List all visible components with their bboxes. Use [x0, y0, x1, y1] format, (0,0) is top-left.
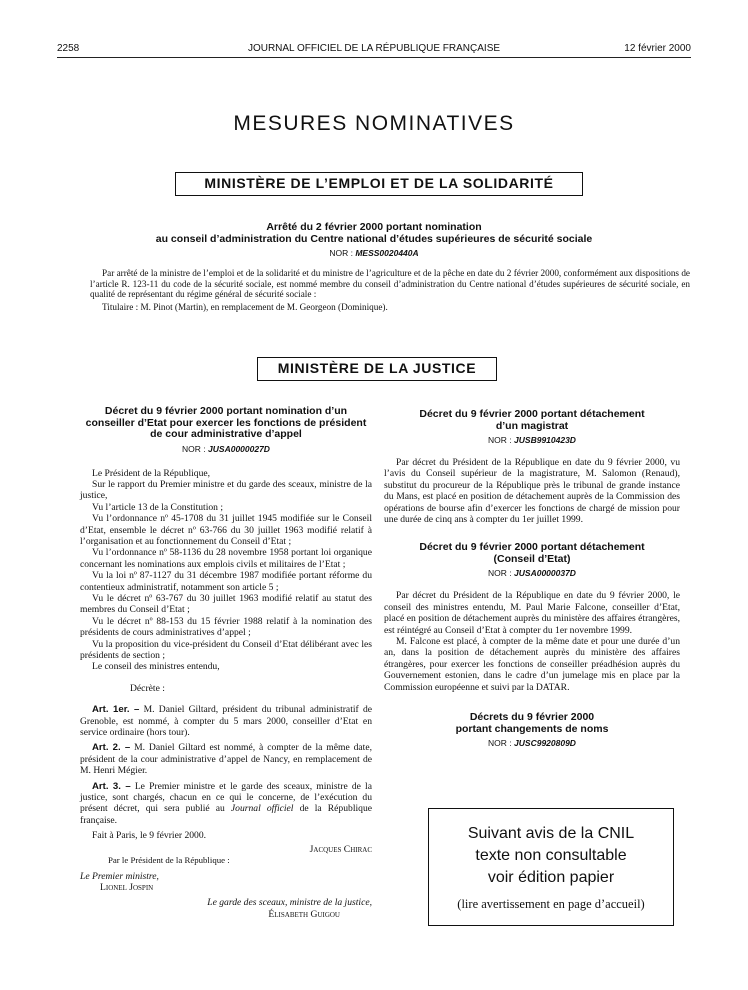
paragraph: Vu la loi nº 87-1127 du 31 décembre 1987 modifiée portant réforme du contentieux administratif, notamment son article 5 ;: [80, 570, 372, 593]
journal-title: JOURNAL OFFICIEL DE LA RÉPUBLIQUE FRANÇAISE: [247, 43, 501, 54]
cnil-line1: Suivant avis de la CNIL: [467, 825, 635, 842]
decree-title: Décret du 9 février 2000 portant détachement (Conseil d’Etat): [419, 541, 645, 566]
nor-line: NOR : JUSC9920809D: [488, 738, 576, 749]
paragraph: Vu la proposition du vice-président du Conseil d’Etat délibérant avec les présidents de section ;: [80, 638, 372, 661]
par-le-president: Par le Président de la République :: [108, 855, 230, 866]
right-column: [384, 408, 680, 748]
pm-name: Lionel Jospin: [100, 881, 154, 893]
nor-code: JUSA0000037D: [514, 568, 576, 579]
signature-president: Jacques Chirac: [309, 843, 372, 855]
decree-body: [384, 457, 680, 525]
page-number: 2258: [57, 43, 80, 54]
header-rule: [57, 57, 691, 58]
ministry-heading-emploi: MINISTÈRE DE L’EMPLOI ET DE LA SOLIDARITÉ: [175, 172, 583, 196]
nor-code: MESS0020440A: [355, 248, 419, 258]
decrete: Décrète :: [130, 682, 165, 694]
paragraph: Le conseil des ministres entendu,: [92, 661, 220, 673]
decree-body: [384, 590, 680, 693]
nor-line: NOR : JUSB9910423D: [488, 435, 576, 445]
decree-title: Décret du 9 février 2000 portant nomination d’un conseiller d’Etat pour exercer les fonctions de président de cour administrative d’appel: [85, 405, 367, 440]
paragraph: Sur le rapport du Premier ministre et du garde des sceaux, ministre de la justice,: [80, 478, 372, 502]
gs-title: Le garde des sceaux, ministre de la justice,: [207, 897, 372, 909]
nor-line: NOR : MESS0020440A: [329, 248, 419, 258]
article-label: Art. 1er. –: [92, 704, 140, 716]
nor-code: JUSA0000027D: [208, 443, 270, 454]
nor-line: NOR : JUSA0000037D: [488, 568, 576, 579]
article-label: Art. 3. –: [92, 780, 131, 792]
decree-body: Le Président de la République, Sur le rapport du Premier ministre et du garde des sceaux, ministre de la justice, Vu l’article 13 de la Constitution ; Vu l’ordonnance nº 45-1708 du 31 juillet 1945 modifiée sur le Conseil d’Etat, ensemble le décret nº 63-766 du 30 juillet 1963 modifié relatif à l’organisation et au fonctionnement du Conseil d’Etat ; Vu l’ordonnance nº 58-1136 du 28 novembre 1958 portant loi organique concernant les nominations aux emplois civils et militaires de l’Etat ; Vu la loi nº 87-1127 du 31 décembre 1987 modifiée portant réforme du contentieux administratif, notamment son article 5 ; Vu le décret nº 63-767 du 30 juillet 1963 modifié relatif au statut des membres du Conseil d’Etat ; Vu le décret nº 88-153 du 15 février 1988 relatif à la nomination des présidents de cours administratives d’appel ; Vu la proposition du vice-président du Conseil d’Etat délibérant avec les présidents de section ; Le conseil des ministres entendu, Décrète : Art. 1er. – M. Daniel Giltard, président du tribunal administratif de Grenoble, est nommé, à compter du 5 mars 2000, conseiller d’Etat en service ordinaire (hors tour). Art. 2. – M. Daniel Giltard est nommé, à compter de la même date, président de la cour administrative d’appel de Nancy, en remplacement de M. Henri Mégier. Art. 3. – Le Premier ministre et le garde des sceaux, ministre de la justice, sont chargés, chacun en ce qui le concerne, de l’exécution du présent décret, qui sera publié au Journal officiel de la République française. Fait à Paris, le 9 février 2000. Jacques Chirac Par le Président de la République : Le Premier ministre, Lionel Jospin Le garde des sceaux, ministre de la justice, Élisabeth Guigou: [80, 467, 373, 920]
done-at: Fait à Paris, le 9 février 2000.: [92, 830, 207, 842]
act-title-line2: au conseil d’administration du Centre national d’études supérieures de sécurité sociale: [155, 233, 593, 245]
decree-title: Décret du 9 février 2000 portant détachement d’un magistrat: [419, 408, 645, 432]
paragraph: Vu le décret nº 63-767 du 30 juillet 1963 modifié relatif au statut des membres du Conseil d’Etat ;: [80, 592, 372, 616]
paragraph: Vu l’article 13 de la Constitution ;: [92, 501, 224, 513]
pm-title: Le Premier ministre,: [80, 870, 159, 882]
paragraph: Par décret du Président de la République en date du 9 février 2000, le conseil des ministres entendu, M. Paul Marie Falcone, conseiller d’Etat, placé en position de détachement auprès du ministère des affaires étrangères, est réintégré au Conseil d’Etat à compter du 1er novembre 1999.: [384, 590, 680, 636]
paragraph: M. Falcone est placé, à compter de la même date et pour une durée d’un an, dans la position de détachement auprès du ministère des affaires étrangères, pour exercer les fonctions de conseiller préadhésion auprès du Gouvernement estonien, dans le cadre d’un jumelage mis en place par la Commission européenne et suivi par la DATAR.: [384, 636, 680, 693]
act-title-line1: Arrêté du 2 février 2000 portant nomination: [266, 221, 482, 233]
paragraph: Vu le décret nº 88-153 du 15 février 1988 relatif à la nomination des présidents de cours administratives d’appel ;: [80, 615, 372, 639]
issue-date: 12 février 2000: [624, 43, 691, 54]
cnil-line4: (lire avertissement en page d’accueil): [457, 897, 645, 911]
cnil-notice-box: [428, 808, 674, 926]
paragraph: Vu l’ordonnance nº 58-1136 du 28 novembre 1958 portant loi organique concernant les nominations aux emplois civils et militaires de l’Etat ;: [80, 547, 372, 570]
paragraph: Vu l’ordonnance nº 45-1708 du 31 juillet 1945 modifiée sur le Conseil d’Etat, ensemble le décret nº 63-766 du 30 juillet 1963 modifié relatif à l’organisation et au fonctionnement du Conseil d’Etat ;: [80, 513, 372, 547]
section-title: MESURES NOMINATIVES: [233, 112, 515, 135]
cnil-line2: texte non consultable: [475, 847, 627, 864]
gs-name: Élisabeth Guigou: [268, 908, 340, 920]
nor-code: JUSC9920809D: [514, 738, 576, 749]
act-title: [60, 221, 688, 245]
ministry-heading-justice: MINISTÈRE DE LA JUSTICE: [257, 357, 497, 381]
paragraph: Par arrêté de la ministre de l’emploi et de la solidarité et du ministre de l’agriculture et de la pêche en date du 2 février 2000, conformément aux dispositions de l’article R. 123-11 du code de la sécurité sociale, est nommé membre du conseil d’administration du Centre national d’études supérieures de sécurité sociale, en qualité de représentant du régime général de sécurité sociale :: [90, 268, 690, 300]
paragraph: Par décret du Président de la République en date du 9 février 2000, vu l’avis du Conseil supérieur de la magistrature, M. Salomon (Renaud), substitut du procureur de la République près le tribunal de grande instance du Mans, est placé en position de détachement auprès de la Commission des opérations de bourse afin d’exercer les fonctions de chargé de mission pour une durée de cinq ans à compter du 1er juillet 1999.: [384, 457, 680, 526]
nor-code: JUSB9910423D: [514, 435, 576, 445]
article-label: Art. 2. –: [92, 742, 131, 754]
paragraph: Titulaire : M. Pinot (Martin), en remplacement de M. Georgeon (Dominique).: [102, 301, 388, 312]
cnil-line3: voir édition papier: [487, 869, 615, 886]
paragraph: Le Président de la République,: [92, 467, 211, 479]
arrete-body: [90, 268, 690, 312]
decree-title: Décrets du 9 février 2000 portant changements de noms: [455, 711, 609, 736]
left-column: [80, 406, 372, 920]
nor-line: NOR : JUSA0000027D: [182, 443, 270, 454]
